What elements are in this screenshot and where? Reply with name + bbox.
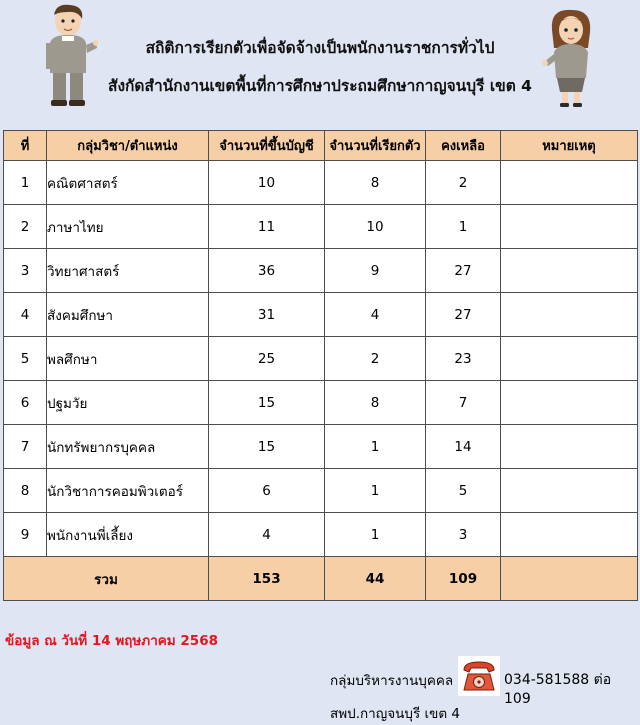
row-listed: 15 [209,381,325,425]
col-header-listed: จำนวนที่ขึ้นบัญชี [209,131,325,161]
table-row [4,469,638,513]
row-called: 1 [325,425,426,469]
row-remaining: 14 [426,425,501,469]
row-note [501,161,638,205]
col-header-note: หมายเหตุ [501,131,638,161]
row-number: 2 [4,205,47,249]
table-header-row [4,131,638,161]
row-remaining: 7 [426,381,501,425]
col-header-no: ที่ [4,131,47,161]
row-called: 1 [325,469,426,513]
row-number: 5 [4,337,47,381]
row-listed: 10 [209,161,325,205]
total-listed: 153 [209,557,325,601]
row-position: พนักงานพี่เลี้ยง [47,513,209,557]
table-row [4,425,638,469]
row-note [501,249,638,293]
table-row [4,161,638,205]
row-listed: 36 [209,249,325,293]
row-note [501,425,638,469]
table-row [4,513,638,557]
col-header-called: จำนวนที่เรียกตัว [325,131,426,161]
row-position: วิทยาศาสตร์ [47,249,209,293]
col-header-remaining: คงเหลือ [426,131,501,161]
row-remaining: 5 [426,469,501,513]
row-number: 3 [4,249,47,293]
statistics-table [3,130,638,601]
row-position: สังคมศึกษา [47,293,209,337]
row-note [501,205,638,249]
row-listed: 11 [209,205,325,249]
table-row [4,249,638,293]
row-note [501,337,638,381]
row-position: พลศึกษา [47,337,209,381]
row-remaining: 2 [426,161,501,205]
row-remaining: 27 [426,293,501,337]
total-label: รวม [4,557,209,601]
row-called: 8 [325,161,426,205]
row-number: 7 [4,425,47,469]
total-row [4,557,638,601]
row-note [501,469,638,513]
row-listed: 25 [209,337,325,381]
row-number: 9 [4,513,47,557]
total-note [501,557,638,601]
row-number: 1 [4,161,47,205]
row-called: 2 [325,337,426,381]
row-position: ภาษาไทย [47,205,209,249]
phone-number: 034-581588 ต่อ 109 [504,672,612,707]
row-note [501,381,638,425]
col-header-position: กลุ่มวิชา/ตำแหน่ง [47,131,209,161]
row-called: 4 [325,293,426,337]
telephone-icon [458,656,500,696]
row-listed: 6 [209,469,325,513]
title-line-1: สถิติการเรียกตัวเพื่อจัดจ้างเป็นพนักงานราชการทั่วไป [145,39,495,57]
row-remaining: 27 [426,249,501,293]
table-row [4,381,638,425]
department-label: กลุ่มบริหารงานบุคคล [330,673,454,689]
row-number: 8 [4,469,47,513]
row-position: ปฐมวัย [47,381,209,425]
row-note [501,513,638,557]
title-line-2: สังกัดสำนักงานเขตพื้นที่การศึกษาประถมศึกษากาญจนบุรี เขต 4 [108,77,532,95]
row-note [501,293,638,337]
total-remaining: 109 [426,557,501,601]
data-date-note: ข้อมูล ณ วันที่ 14 พฤษภาคม 2568 [5,633,218,649]
row-called: 9 [325,249,426,293]
row-listed: 31 [209,293,325,337]
office-name: สพป.กาญจนบุรี เขต 4 [330,706,460,722]
row-position: นักวิชาการคอมพิวเตอร์ [47,469,209,513]
row-number: 6 [4,381,47,425]
row-called: 10 [325,205,426,249]
row-called: 1 [325,513,426,557]
row-position: นักทรัพยากรบุคคล [47,425,209,469]
row-remaining: 23 [426,337,501,381]
row-remaining: 1 [426,205,501,249]
table-row [4,293,638,337]
table-row [4,337,638,381]
row-listed: 4 [209,513,325,557]
table-row [4,205,638,249]
total-called: 44 [325,557,426,601]
row-position: คณิตศาสตร์ [47,161,209,205]
row-listed: 15 [209,425,325,469]
row-called: 8 [325,381,426,425]
row-remaining: 3 [426,513,501,557]
row-number: 4 [4,293,47,337]
header [0,0,640,120]
